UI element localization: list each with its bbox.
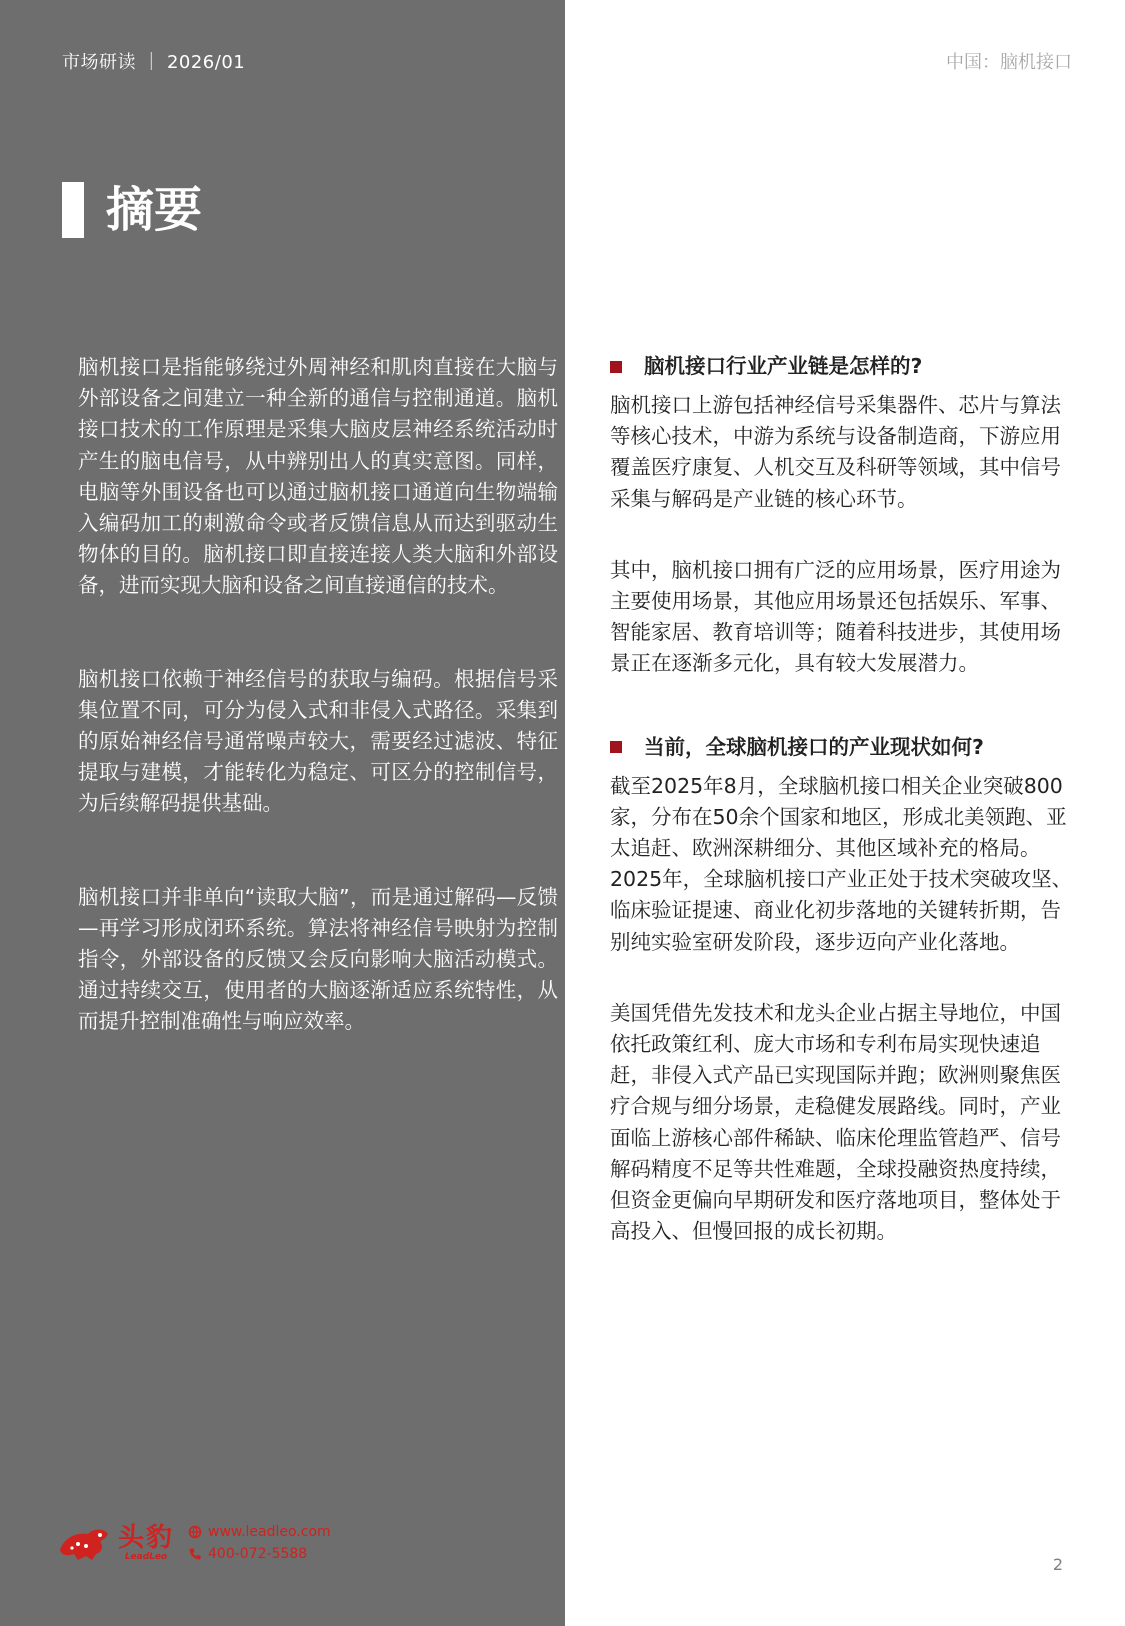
section-paragraph: 美国凭借先发技术和龙头企业占据主导地位，中国依托政策红利、庞大市场和专利布局实现快速追赶，非侵入式产品已实现国际并跑；欧洲则聚焦医疗合规与细分场景，走稳健发展路线。同时，产业面临上游核心部件稀缺、临床伦理监管趋严、信号解码精度不足等共性难题，全球投融资热度持续，但资金更偏向早期研发和医疗落地项目，整体处于高投入、但慢回报的成长初期。 bbox=[610, 1000, 1061, 1244]
abstract-body bbox=[78, 352, 558, 1100]
leopard-logo-icon bbox=[56, 1520, 112, 1566]
globe-icon bbox=[188, 1525, 202, 1539]
section-heading-text: 当前，全球脑机接口的产业现状如何? bbox=[644, 734, 984, 759]
section-heading bbox=[610, 732, 1075, 763]
report-topic: 中国：脑机接口 bbox=[946, 52, 1072, 73]
company-logo bbox=[56, 1520, 331, 1566]
website-link[interactable]: www.leadleo.com bbox=[208, 1524, 331, 1540]
section-paragraph: 其中，脑机接口拥有广泛的应用场景，医疗用途为主要使用场景，其他应用场景还包括娱乐、军事、智能家居、教育培训等；随着科技进步，其使用场景正在逐渐多元化，具有较大发展潜力。 bbox=[610, 557, 1061, 676]
logo-name-cn: 头豹 bbox=[118, 1523, 175, 1553]
section-paragraph: 脑机接口上游包括神经信号采集器件、芯片与算法等核心技术，中游为系统与设备制造商，下游应用覆盖医疗康复、人机交互及科研等领域，其中信号采集与解码是产业链的核心环节。 bbox=[610, 393, 1061, 511]
section-heading-text: 脑机接口行业产业链是怎样的? bbox=[644, 354, 923, 378]
logo-name-en: LeadLeo bbox=[124, 1552, 168, 1562]
logo-wordmark bbox=[118, 1524, 174, 1562]
phone-number: 400-072-5588 bbox=[208, 1546, 308, 1562]
bullet-square-icon bbox=[610, 361, 622, 373]
heading-bar bbox=[62, 182, 84, 238]
abstract-title: 摘要 bbox=[106, 182, 203, 238]
abstract-paragraph: 脑机接口并非单向“读取大脑”，而是通过解码—反馈—再学习形成闭环系统。算法将神经信号映射为控制指令，外部设备的反馈又会反向影响大脑活动模式。通过持续交互，使用者的大脑逐渐适应系统特性，从而提升控制准确性与响应效率。 bbox=[78, 884, 558, 1034]
bullet-square-icon bbox=[610, 741, 622, 753]
abstract-heading bbox=[62, 182, 202, 238]
section-heading bbox=[610, 351, 1075, 382]
qa-column bbox=[610, 351, 1075, 1287]
report-series-date: 市场研读 ｜ 2026/01 bbox=[62, 52, 246, 73]
page-number: 2 bbox=[1052, 1555, 1063, 1574]
abstract-paragraph: 脑机接口依赖于神经信号的获取与编码。根据信号采集位置不同，可分为侵入式和非侵入式路径。采集到的原始神经信号通常噪声较大，需要经过滤波、特征提取与建模，才能转化为稳定、可区分的控制信号，为后续解码提供基础。 bbox=[78, 666, 558, 816]
phone-icon bbox=[188, 1547, 202, 1561]
abstract-paragraph: 脑机接口是指能够绕过外周神经和肌肉直接在大脑与外部设备之间建立一种全新的通信与控制通道。脑机接口技术的工作原理是采集大脑皮层神经系统活动时产生的脑电信号，从中辨别出人的真实意图。同样，电脑等外围设备也可以通过脑机接口通道向生物端输入编码加工的刺激命令或者反馈信息从而达到驱动生物体的目的。脑机接口即直接连接人类大脑和外部设备，进而实现大脑和设备之间直接通信的技术。 bbox=[78, 355, 558, 598]
section-paragraph: 截至2025年8月，全球脑机接口相关企业突破800家，分布在50余个国家和地区，形成北美领跑、亚太追赶、欧洲深耕细分、其他区域补充的格局。2025年，全球脑机接口产业正处于技术突破攻坚、临床验证提速、商业化初步落地的关键转折期，告别纯实验室研发阶段，逐步迈向产业化落地。 bbox=[610, 773, 1073, 954]
contact-info bbox=[188, 1521, 331, 1565]
